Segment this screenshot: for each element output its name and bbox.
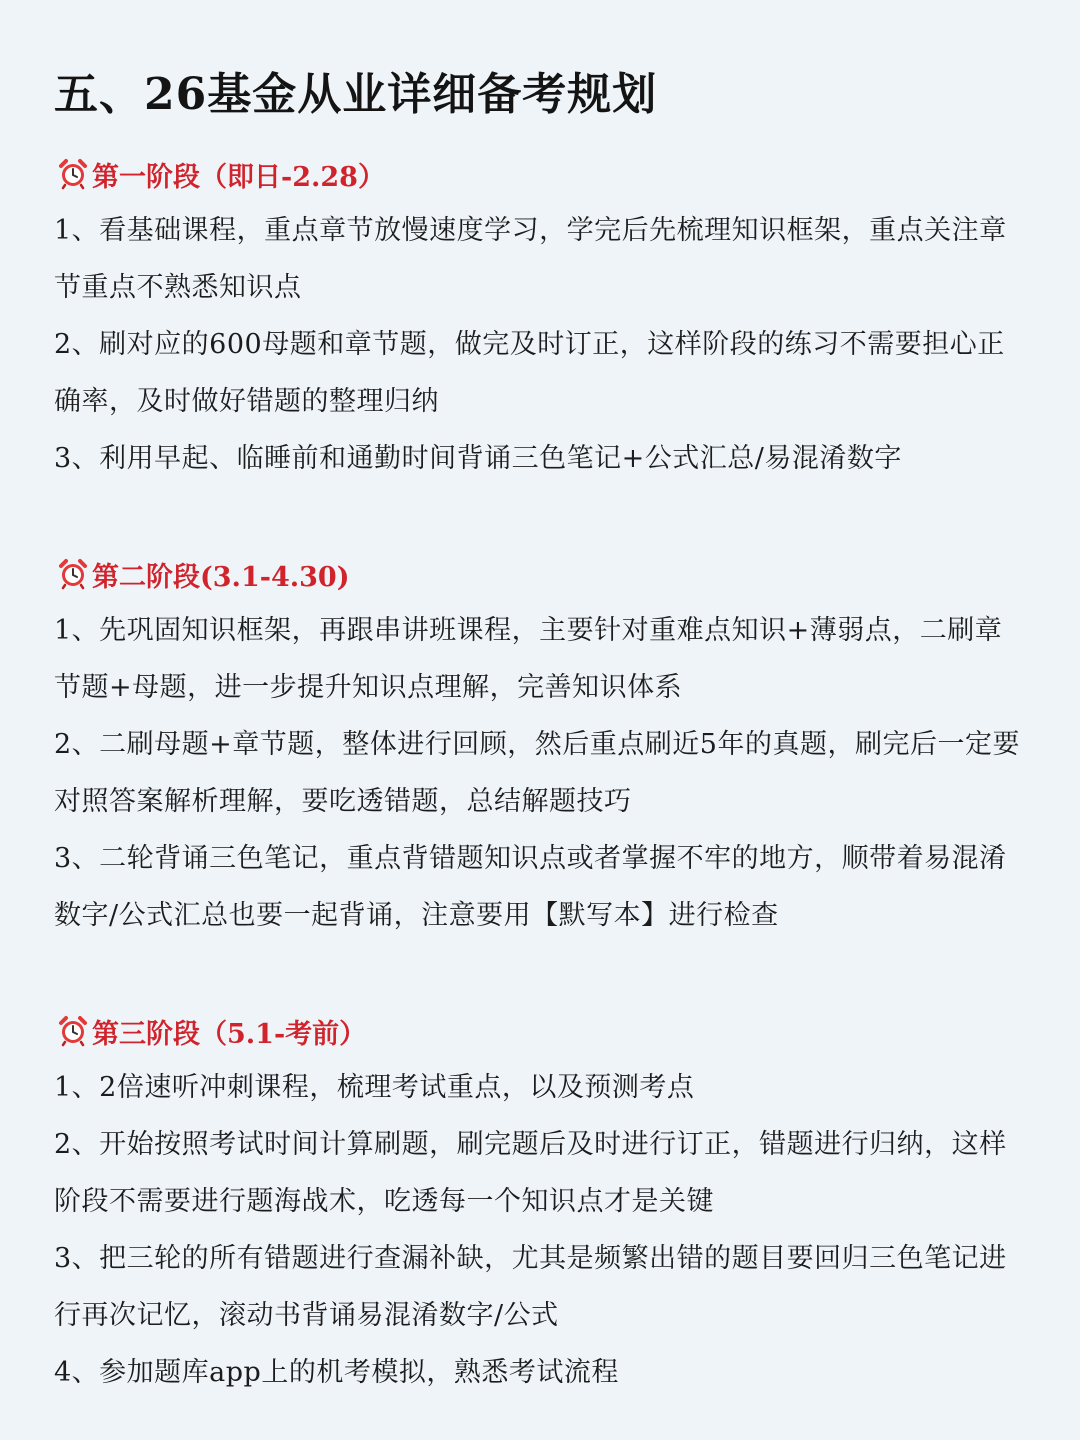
list-item: 1、2倍速听冲刺课程，梳理考试重点，以及预测考点 xyxy=(54,1072,695,1103)
list-item: 2、刷对应的600母题和章节题，做完及时订正，这样阶段的练习不需要担心正确率，及时做好错题的整理归纳 xyxy=(54,329,1005,417)
list-item: 1、看基础课程，重点章节放慢速度学习，学完后先梳理知识框架，重点关注章节重点不熟悉知识点 xyxy=(54,215,1007,303)
alarm-clock-icon xyxy=(58,158,88,190)
stage-heading: 第二阶段(3.1-4.30) xyxy=(92,561,350,593)
stage-heading-row xyxy=(58,554,1028,594)
list-item: 3、把三轮的所有错题进行查漏补缺，尤其是频繁出错的题目要回归三色笔记进行再次记忆，滚动书背诵易混淆数字/公式 xyxy=(54,1243,1007,1331)
list-item: 3、二轮背诵三色笔记，重点背错题知识点或者掌握不牢的地方，顺带着易混淆数字/公式汇总也要一起背诵，注意要用【默写本】进行检查 xyxy=(54,843,1007,931)
list-item: 1、先巩固知识框架，再跟串讲班课程，主要针对重难点知识+薄弱点，二刷章节题+母题，进一步提升知识点理解，完善知识体系 xyxy=(54,615,1003,703)
stage-section-3 xyxy=(54,1011,1028,1401)
stage-heading-row xyxy=(58,1011,1028,1051)
stage-heading: 第一阶段（即日-2.28） xyxy=(92,161,385,193)
stage-heading-row xyxy=(58,154,1028,194)
stage-section-2 xyxy=(54,554,1028,944)
stage-heading: 第三阶段（5.1-考前） xyxy=(92,1018,367,1050)
list-item: 2、二刷母题+章节题，整体进行回顾，然后重点刷近5年的真题，刷完后一定要对照答案解析理解，要吃透错题，总结解题技巧 xyxy=(54,729,1020,817)
stage-items xyxy=(54,602,1028,944)
list-item: 3、利用早起、临睡前和通勤时间背诵三色笔记+公式汇总/易混淆数字 xyxy=(54,443,902,474)
alarm-clock-icon xyxy=(58,558,88,590)
stage-items xyxy=(54,202,1028,487)
page-title: 五、26基金从业详细备考规划 xyxy=(54,69,658,120)
alarm-clock-icon xyxy=(58,1015,88,1047)
list-item: 4、参加题库app上的机考模拟，熟悉考试流程 xyxy=(54,1357,619,1388)
stage-items xyxy=(54,1059,1028,1401)
list-item: 2、开始按照考试时间计算刷题，刷完题后及时进行订正，错题进行归纳，这样阶段不需要进行题海战术，吃透每一个知识点才是关键 xyxy=(54,1129,1007,1217)
stage-section-1 xyxy=(54,154,1028,487)
